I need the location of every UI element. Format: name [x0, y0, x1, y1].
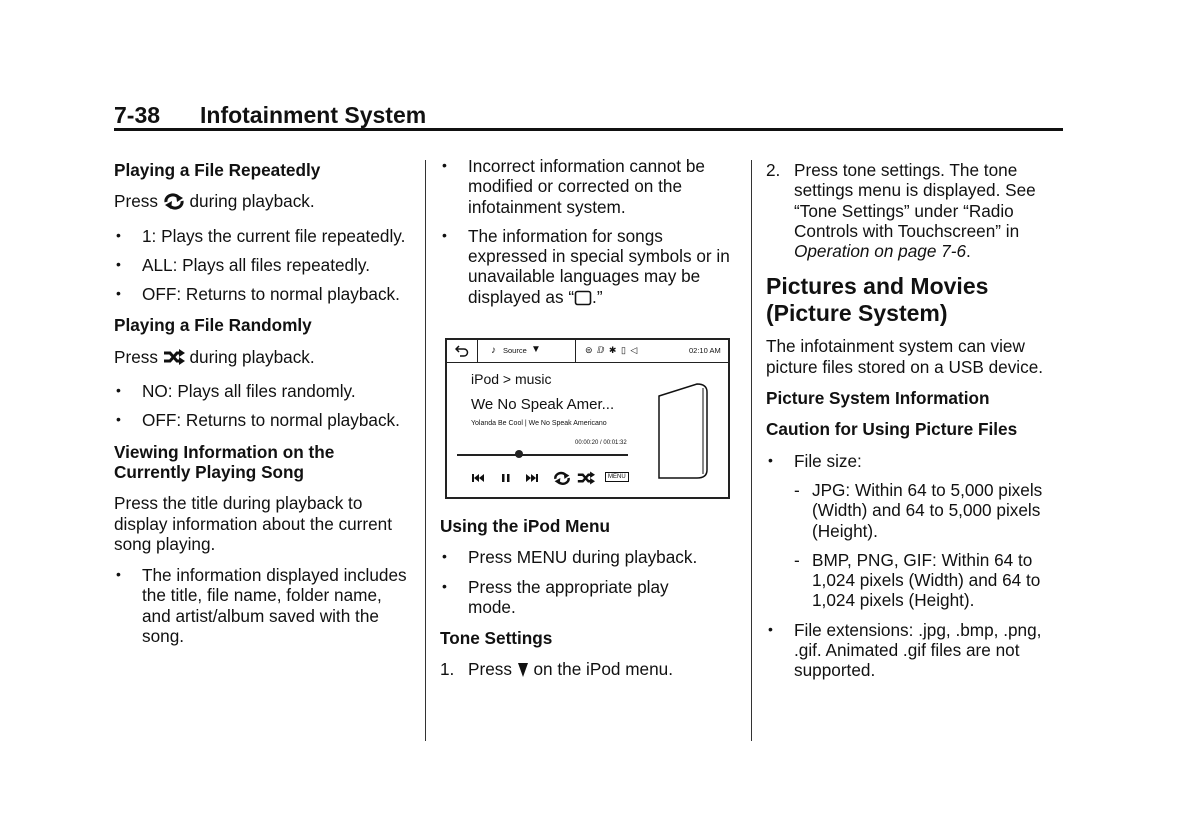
ipod-menu-bullet: • Press the appropriate play mode. — [442, 576, 669, 617]
tone-step-1: 1. Press on the iPod menu. — [440, 659, 740, 682]
source-label: Source — [503, 346, 527, 355]
repeat-press-after: during playback. — [184, 191, 315, 212]
info-heading: Viewing Information on the Currently Playing Song — [114, 441, 335, 482]
repeat-press-before: Press — [114, 191, 163, 212]
screen-top-bar — [447, 340, 728, 363]
screen-clock: 02:10 AM — [689, 346, 721, 355]
file-size-bullet: • File size: — [768, 450, 862, 471]
screen-shuffle-icon — [577, 470, 595, 486]
music-note-icon: ♪ — [491, 345, 496, 356]
page-number: 7-38 — [114, 102, 161, 128]
ipod-screen-figure — [445, 338, 730, 499]
section-heading: Pictures and Movies (Picture System) — [766, 273, 989, 327]
file-size-item: - BMP, PNG, GIF: Within 64 to 1,024 pixels (Width) and 64 to 1,024 pixels (Height). — [794, 549, 1041, 611]
info-limit-bullet: • Incorrect information cannot be modified or corrected on the infotainment system. — [442, 156, 705, 217]
ipod-menu-bullet: • Press MENU during playback. — [442, 547, 698, 568]
album-art-placeholder — [657, 382, 709, 480]
info-bullet: • The information displayed includes the title, file name, folder name, and artist/album saved with the song. — [116, 565, 407, 647]
column-1 — [114, 160, 414, 655]
column-2-lower — [440, 516, 740, 694]
file-size-item: - JPG: Within 64 to 5,000 pixels (Width) and 64 to 5,000 pixels (Height). — [794, 479, 1043, 541]
repeat-icon — [163, 192, 185, 214]
caution-heading: Caution for Using Picture Files — [766, 419, 1018, 440]
random-bullet: • OFF: Returns to normal playback. — [116, 410, 400, 431]
shuffle-icon — [163, 348, 185, 370]
page-title: Infotainment System — [200, 102, 427, 128]
progress-track — [457, 454, 628, 456]
screen-song-title: We No Speak Amer... — [471, 396, 615, 413]
status-icons: ⊜ ⅅ ✱ ▯ ◁ — [585, 345, 639, 355]
column-3 — [766, 160, 1066, 690]
picture-info-heading: Picture System Information — [766, 388, 990, 409]
pause-icon — [501, 472, 511, 484]
ipod-menu-heading: Using the iPod Menu — [440, 516, 610, 536]
empty-box-icon — [574, 290, 592, 310]
repeat-bullet: • OFF: Returns to normal playback. — [116, 284, 400, 305]
tone-settings-heading: Tone Settings — [440, 628, 553, 649]
header-rule — [114, 128, 1063, 131]
random-press-after: during playback. — [184, 346, 315, 367]
screen-elapsed-total: 00:00:20 / 00:01:32 — [575, 440, 627, 446]
random-press-line — [114, 347, 414, 370]
column-divider-1 — [425, 160, 426, 741]
column-2 — [440, 156, 740, 319]
previous-icon — [471, 472, 485, 484]
screen-repeat-icon — [553, 470, 571, 486]
repeat-bullet: • ALL: Plays all files repeatedly. — [116, 254, 371, 275]
info-limit-bullet: • The information for songs expressed in special symbols or in unavailable languages may be displayed as “ .” — [440, 226, 740, 310]
repeat-press-line — [114, 191, 414, 214]
back-icon — [455, 344, 469, 357]
random-bullet: • NO: Plays all files randomly. — [116, 381, 356, 402]
random-press-before: Press — [114, 346, 163, 367]
next-icon — [525, 472, 539, 484]
column-divider-2 — [751, 160, 752, 741]
extensions-bullet: • File extensions: .jpg, .bmp, .png, .gif. Animated .gif files are not supported. — [768, 619, 1042, 681]
repeat-bullet: • 1: Plays the current file repeatedly. — [116, 225, 406, 246]
source-dropdown-icon: ▼ — [531, 344, 541, 355]
info-paragraph: Press the title during playback to display information about the current song playing. — [114, 493, 393, 554]
tone-step-2: 2. Press tone settings. The tone settings menu is displayed. See “Tone Settings” under “Radio Controls with Touchscreen” in Operation on page 7-6. — [766, 160, 1036, 262]
down-arrow-icon — [517, 662, 529, 682]
random-heading: Playing a File Randomly — [114, 315, 312, 336]
progress-knob — [515, 450, 523, 458]
screen-breadcrumb: iPod > music — [471, 371, 552, 387]
screen-artist-line: Yolanda Be Cool | We No Speak Americano — [471, 420, 607, 427]
menu-button: MENU — [605, 472, 629, 482]
repeat-heading: Playing a File Repeatedly — [114, 160, 321, 180]
screen-source-cell — [477, 340, 576, 362]
screen-back-cell — [447, 340, 478, 362]
section-paragraph: The infotainment system can view picture files stored on a USB device. — [766, 336, 1044, 377]
